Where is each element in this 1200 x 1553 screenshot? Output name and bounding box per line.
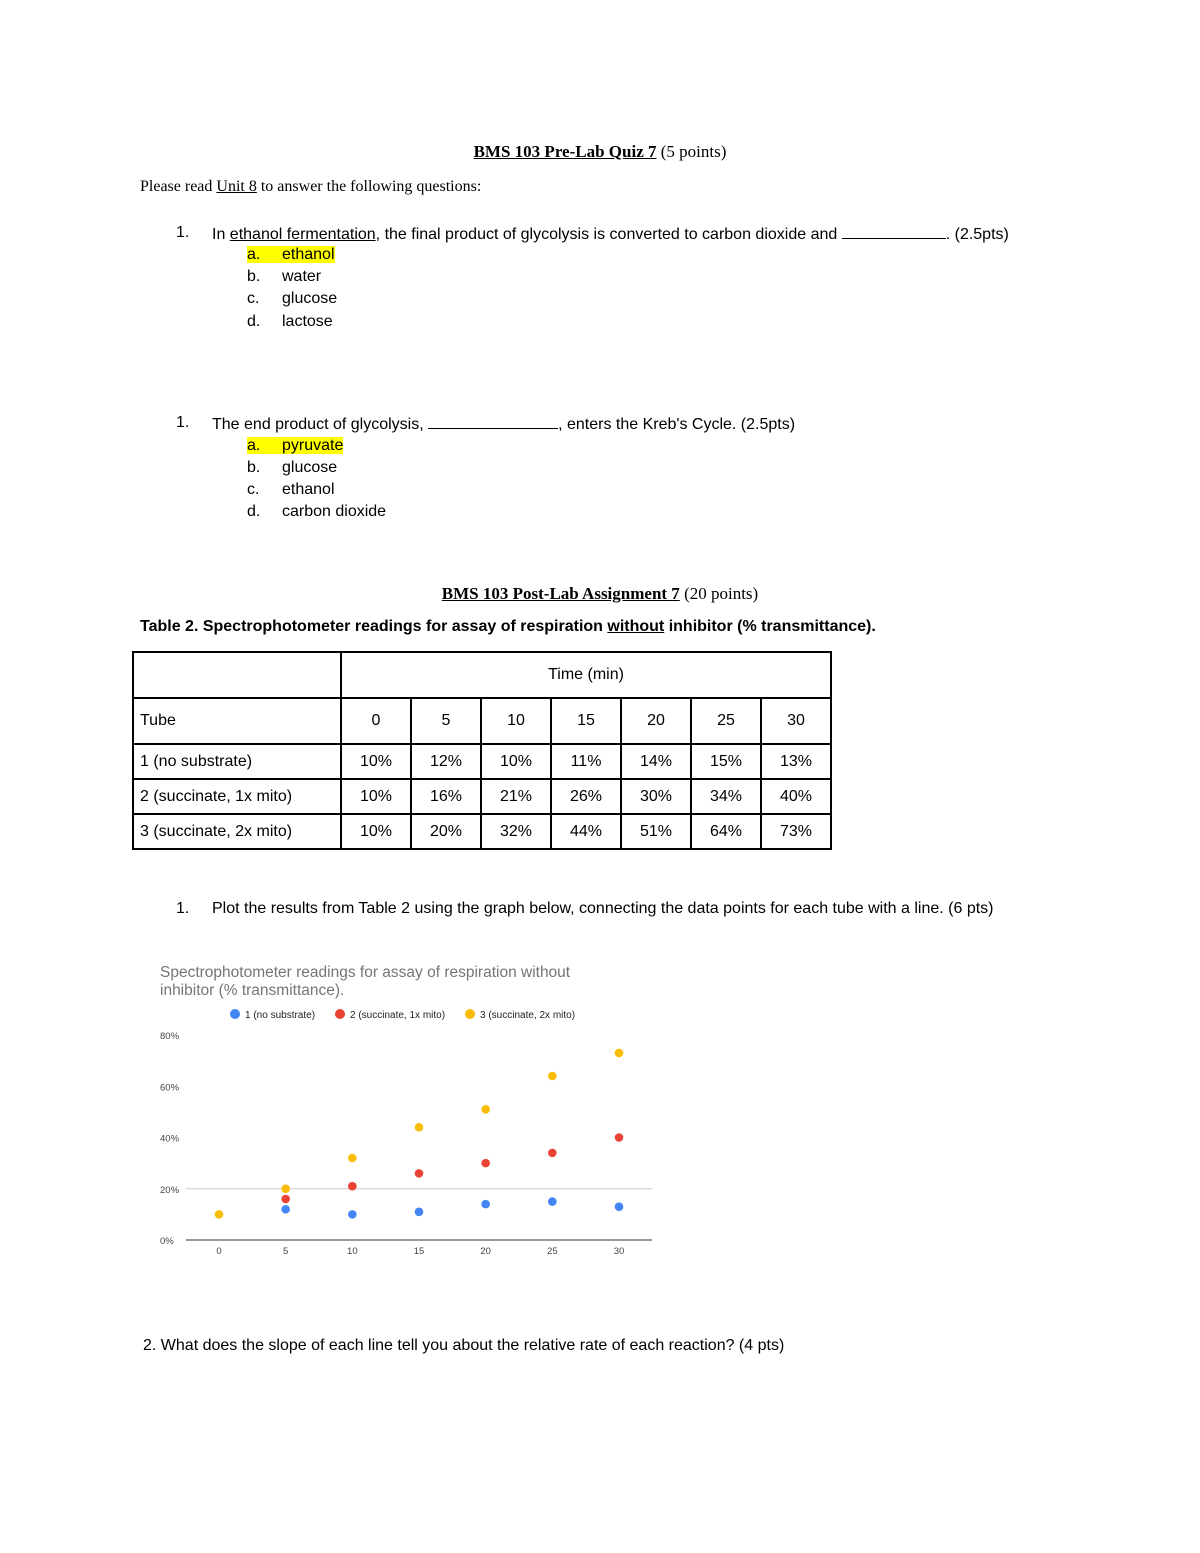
value-cell: 10% (341, 779, 411, 814)
table-caption: Table 2. Spectrophotometer readings for assay of respiration without inhibitor (% transmittance). (140, 618, 876, 635)
x-tick-label: 5 (283, 1246, 289, 1257)
option[interactable]: b. (247, 459, 261, 476)
time-cell: 5 (411, 698, 481, 744)
tube-header: Tube (133, 698, 341, 744)
time-cell: 10 (481, 698, 551, 744)
legend-label: 3 (succinate, 2x mito) (480, 1010, 576, 1021)
pre-lab-title-bold: BMS 103 Pre-Lab Quiz 7 (473, 142, 657, 161)
data-point (348, 1182, 357, 1191)
option-label: lactose (282, 313, 333, 330)
value-cell: 10% (481, 744, 551, 779)
value-cell: 30% (621, 779, 691, 814)
option-label: carbon dioxide (282, 503, 387, 520)
y-tick-label: 0% (160, 1236, 174, 1247)
value-cell: 12% (411, 744, 481, 779)
unit-link[interactable]: Unit 8 (216, 178, 257, 195)
question-1-number: 1. (176, 224, 190, 241)
value-cell: 73% (761, 814, 831, 849)
value-cell: 13% (761, 744, 831, 779)
data-point (481, 1159, 490, 1168)
option[interactable]: a. (247, 437, 296, 455)
data-point (348, 1154, 357, 1163)
value-cell: 40% (761, 779, 831, 814)
value-cell: 51% (621, 814, 691, 849)
question-2-number: 1. (176, 414, 190, 431)
post-lab-title (0, 584, 1200, 604)
value-cell: 32% (481, 814, 551, 849)
y-tick-label: 60% (160, 1082, 180, 1094)
option-label: ethanol (282, 481, 335, 498)
x-tick-label: 10 (347, 1246, 358, 1257)
post-lab-title-points: (20 points) (679, 584, 759, 603)
value-cell: 26% (551, 779, 621, 814)
option[interactable]: c. (247, 290, 260, 307)
legend-marker (230, 1009, 240, 1019)
pre-lab-title (0, 142, 1200, 162)
chart-title: Spectrophotometer readings for assay of respiration without (160, 964, 571, 981)
data-point (548, 1197, 557, 1206)
table-row (133, 744, 831, 779)
data-point (481, 1105, 490, 1114)
legend-marker (335, 1009, 345, 1019)
question-1-text: In ethanol fermentation, the final product of glycolysis is converted to carbon dioxide and . (2.5pts) (212, 226, 1009, 243)
value-cell: 34% (691, 779, 761, 814)
ethanol-fermentation-term: ethanol fermentation (229, 226, 376, 243)
instruction: Please read Unit 8 to answer the following questions: (140, 178, 482, 195)
post-lab-title-bold: BMS 103 Post-Lab Assignment 7 (441, 584, 680, 603)
results-table (132, 651, 832, 850)
chart-title: inhibitor (% transmittance). (160, 982, 345, 999)
data-point (615, 1133, 624, 1142)
value-cell: 15% (691, 744, 761, 779)
row-label: 1 (no substrate) (133, 744, 341, 779)
legend-label: 1 (no substrate) (245, 1010, 316, 1021)
option-label: water (282, 268, 322, 285)
value-cell: 21% (481, 779, 551, 814)
x-tick-label: 25 (547, 1246, 558, 1257)
time-cell: 15 (551, 698, 621, 744)
data-point (281, 1195, 290, 1204)
post-question-1-text: Plot the results from Table 2 using the graph below, connecting the data points for each tube with a line. (6 pts) (212, 900, 994, 917)
question-2-text: The end product of glycolysis, , enters the Kreb's Cycle. (2.5pts) (212, 416, 796, 433)
table-row (133, 698, 831, 744)
option-label: glucose (282, 290, 338, 307)
data-point (548, 1149, 557, 1158)
pre-lab-title-points: (5 points) (656, 142, 727, 161)
answer-blank (428, 414, 558, 429)
row-label: 2 (succinate, 1x mito) (133, 779, 341, 814)
table-corner-cell (133, 652, 341, 698)
option[interactable]: d. (247, 503, 261, 520)
value-cell: 11% (551, 744, 621, 779)
data-point (481, 1200, 490, 1209)
option[interactable]: d. (247, 313, 261, 330)
value-cell: 10% (341, 744, 411, 779)
table-row (133, 779, 831, 814)
legend-label: 2 (succinate, 1x mito) (350, 1010, 446, 1021)
data-point (215, 1210, 224, 1219)
time-cell: 30 (761, 698, 831, 744)
data-point (281, 1184, 290, 1193)
y-tick-label: 20% (160, 1184, 180, 1196)
x-tick-label: 15 (413, 1246, 425, 1257)
option[interactable]: a. (247, 246, 296, 264)
value-cell: 16% (411, 779, 481, 814)
time-cell: 0 (341, 698, 411, 744)
value-cell: 44% (551, 814, 621, 849)
table-row (133, 652, 831, 698)
time-header: Time (min) (341, 652, 831, 698)
data-point (548, 1072, 557, 1081)
chart-svg (140, 955, 670, 1265)
value-cell: 64% (691, 814, 761, 849)
data-point (615, 1202, 624, 1211)
time-cell: 20 (621, 698, 691, 744)
data-point (415, 1169, 424, 1178)
data-point (415, 1208, 424, 1217)
post-question-2-text: 2. What does the slope of each line tell you about the relative rate of each reaction? (4 pts) (143, 1337, 785, 1354)
x-tick-label: 0 (216, 1246, 222, 1257)
post-question-1-number: 1. (176, 900, 190, 917)
value-cell: 20% (411, 814, 481, 849)
x-tick-label: 30 (613, 1246, 625, 1257)
data-point (415, 1123, 424, 1132)
option[interactable]: c. (247, 481, 260, 498)
option-label: ethanol (282, 246, 335, 263)
y-tick-label: 80% (160, 1031, 180, 1042)
time-cell: 25 (691, 698, 761, 744)
option-label: pyruvate (282, 437, 344, 454)
data-point (615, 1049, 624, 1058)
row-label: 3 (succinate, 2x mito) (133, 814, 341, 849)
option-label: glucose (282, 459, 338, 476)
legend-marker (465, 1009, 475, 1019)
table-row (133, 814, 831, 849)
value-cell: 10% (341, 814, 411, 849)
data-point (348, 1210, 357, 1219)
value-cell: 14% (621, 744, 691, 779)
scatter-chart (140, 955, 670, 1265)
option[interactable]: b. (247, 268, 261, 285)
answer-blank (842, 224, 946, 239)
y-tick-label: 40% (160, 1133, 180, 1145)
data-point (281, 1205, 290, 1214)
x-tick-label: 20 (480, 1246, 491, 1257)
